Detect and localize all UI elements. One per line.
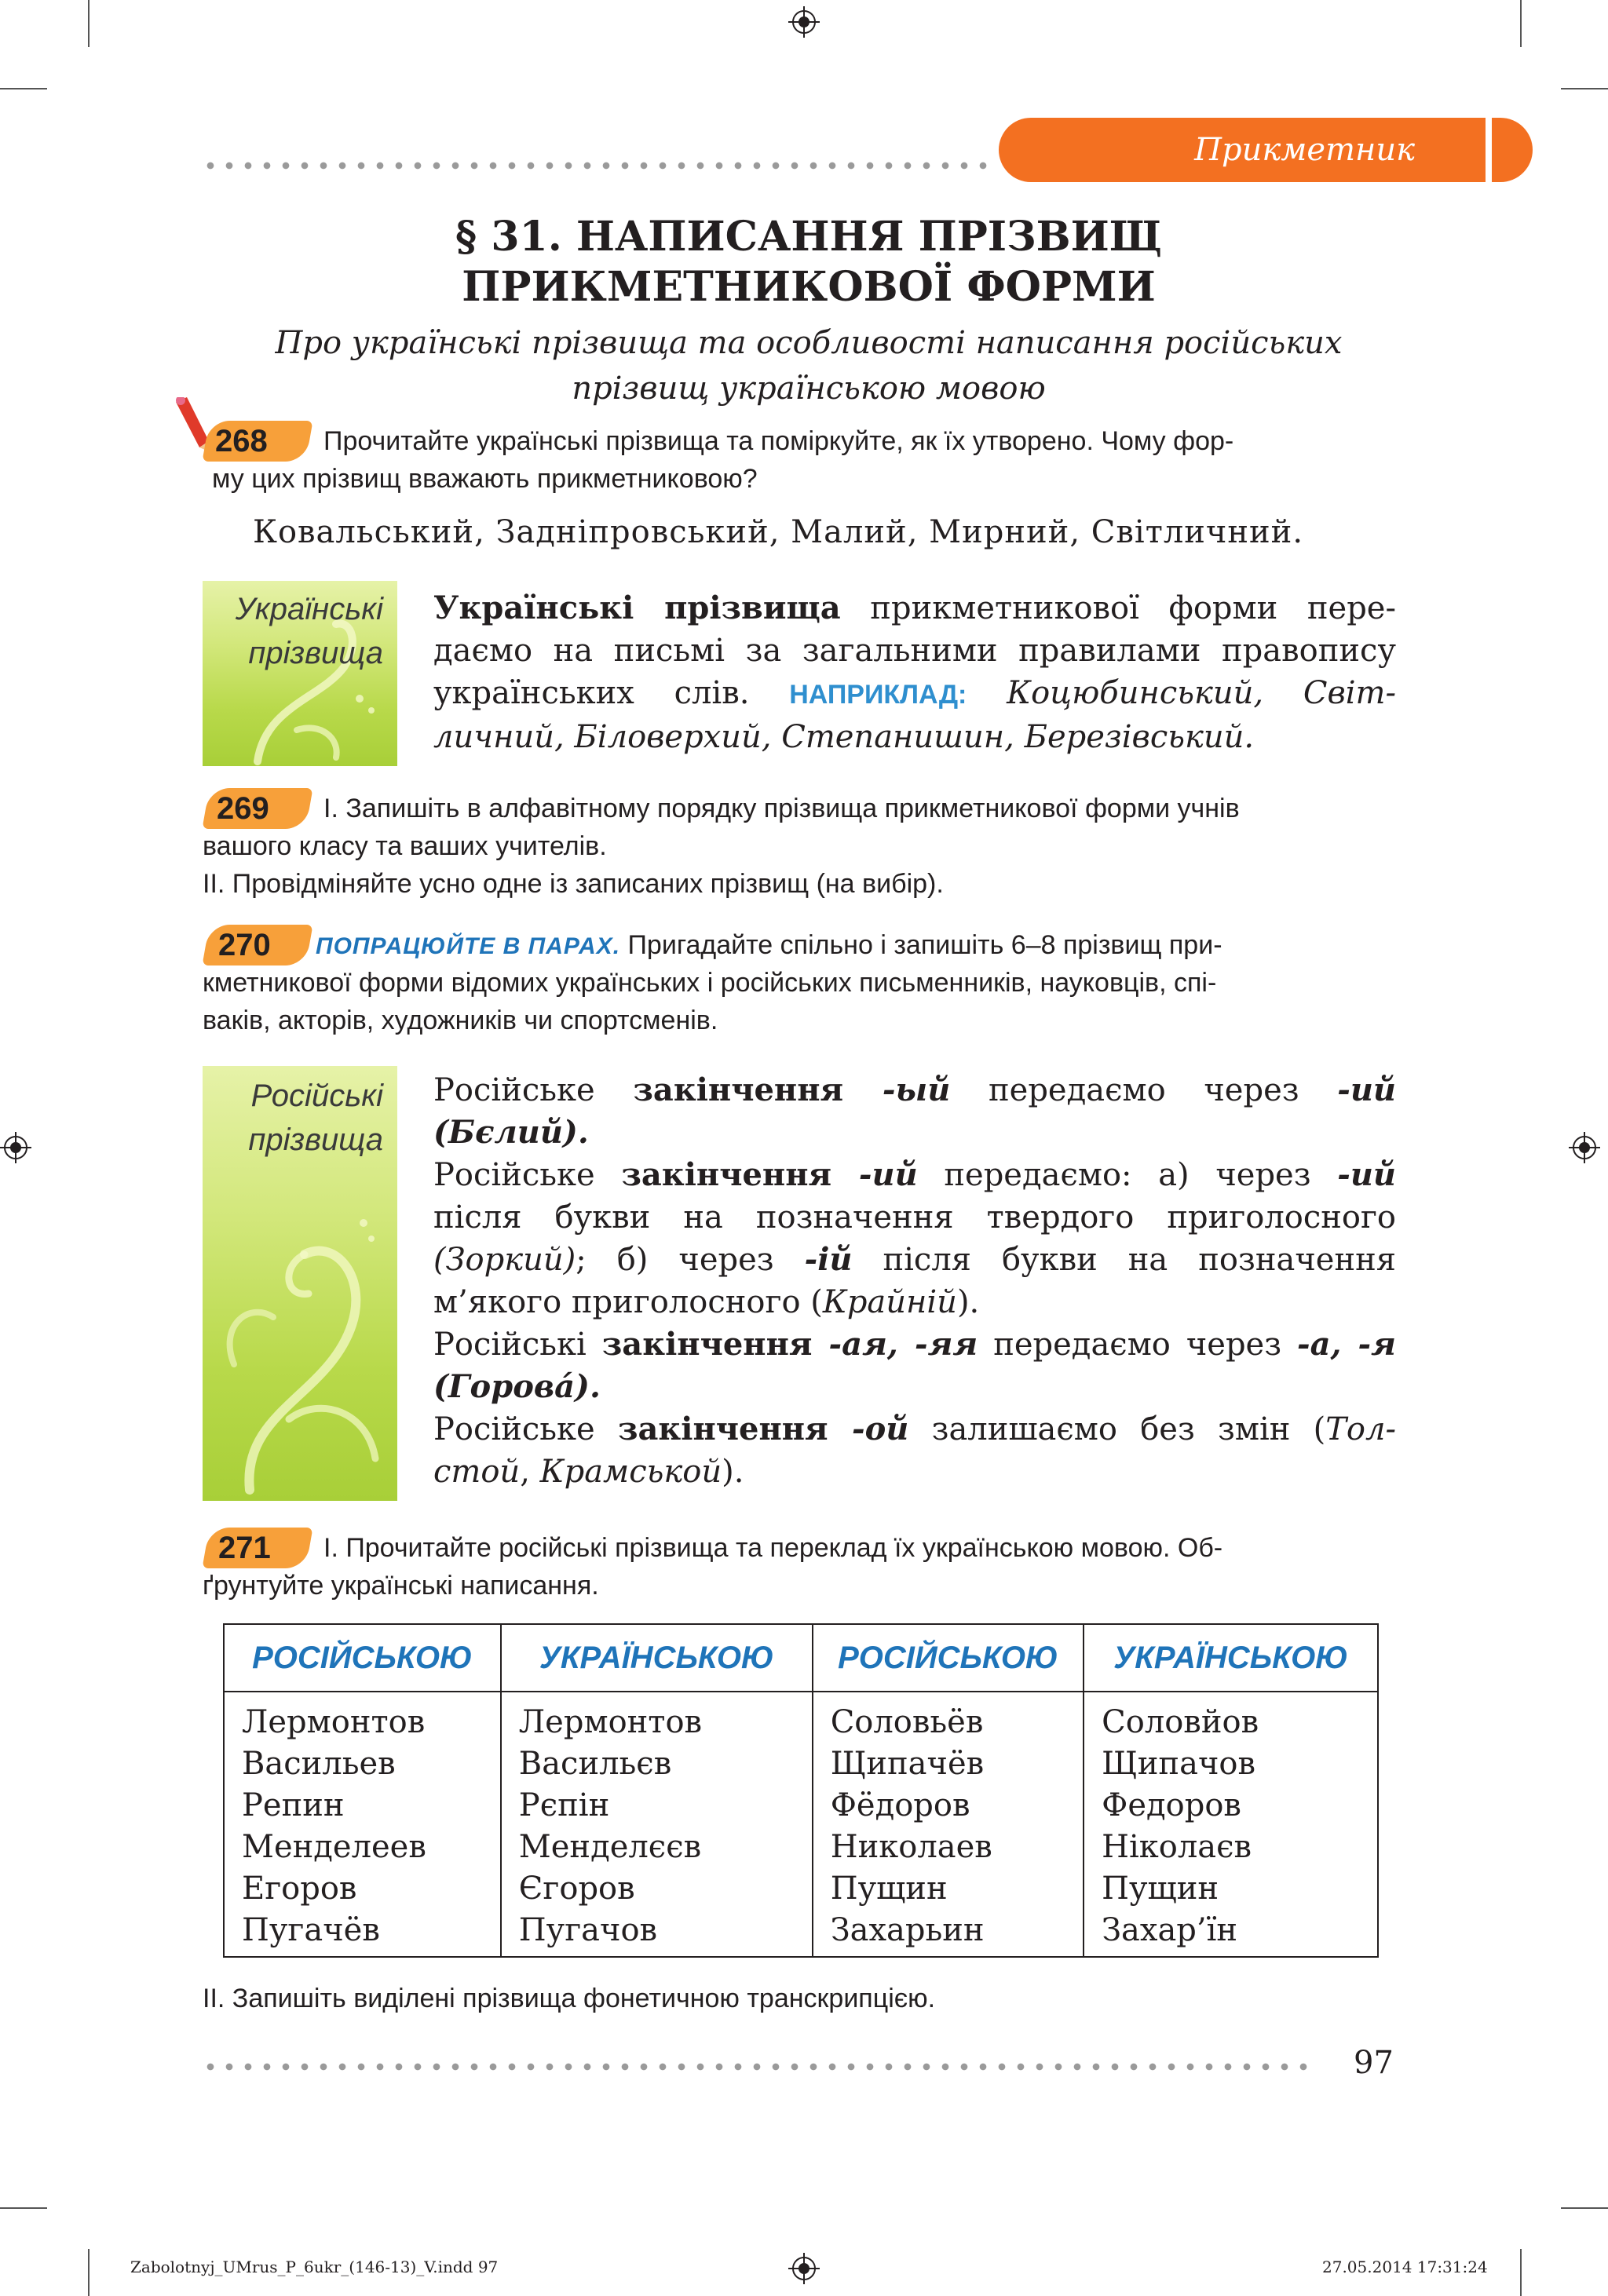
surname-uk: Захар’їн <box>1102 1912 1238 1948</box>
exercise-text-line: вашого класу та ваших учителів. <box>203 831 607 861</box>
rule-fragment: ; б) через <box>576 1242 805 1278</box>
surname-uk: Щипачов <box>1102 1746 1255 1782</box>
rule-fragment: передаємо через <box>978 1327 1297 1363</box>
rule-box-title-line: прізвища <box>248 636 383 670</box>
rule-term: закінчення <box>633 1071 844 1108</box>
crop-mark <box>88 2249 90 2296</box>
section-tab-end <box>1492 118 1533 182</box>
table-cell <box>501 1692 813 1957</box>
rule-term: Українські прізвища <box>433 590 841 626</box>
rule-ending: -ый <box>843 1071 951 1108</box>
rule-line <box>433 1111 1396 1154</box>
rule-line <box>433 1239 1396 1281</box>
exercise-text-line <box>316 926 1399 965</box>
page-number: 97 <box>1354 2045 1394 2081</box>
surname-uk: Єгоров <box>518 1871 635 1907</box>
rule-fragment: українських слів. <box>433 675 790 711</box>
rule-ending: -а, -я <box>1296 1326 1396 1363</box>
surname-ru: Пущин <box>830 1871 948 1907</box>
table-header: РОСІЙСЬКОЮ <box>813 1624 1084 1692</box>
page-subtitle <box>188 320 1429 411</box>
rule-example: Крамськой <box>539 1454 722 1490</box>
table-row <box>224 1692 1378 1957</box>
rule-box-title-line: прізвища <box>248 1122 383 1157</box>
rule-fragment: Російські <box>433 1327 602 1363</box>
surname-uk: Васильєв <box>518 1746 672 1782</box>
rule-box-title <box>203 587 383 675</box>
section-tab <box>999 118 1486 182</box>
rule-ending: -ий <box>831 1156 918 1193</box>
rule-box-title <box>203 1074 383 1162</box>
rule-box-title-line: Українські <box>235 592 383 626</box>
rule-line <box>433 672 1396 716</box>
exercise-text-line: кметникової форми відомих українських і російських письменників, науковців, спі- <box>203 968 1217 998</box>
exercise-268-text-cont <box>212 460 1398 498</box>
registration-mark-icon <box>788 2253 820 2284</box>
exercise-270-text-cont <box>203 964 1399 1039</box>
rule-fragment: , <box>520 1454 540 1490</box>
rule-ending: -ій <box>804 1241 853 1278</box>
rule-fragment: передаємо через <box>950 1072 1338 1108</box>
table-header: УКРАЇНСЬКОЮ <box>501 1624 813 1692</box>
table-cell <box>813 1692 1084 1957</box>
rule-text-ukrainian <box>433 587 1396 758</box>
exercise-269-text <box>323 790 1399 827</box>
surname-list: Ковальський, Задніпровський, Малий, Мирний, Світличний. <box>253 514 1304 550</box>
rule-fragment: ). <box>722 1454 744 1490</box>
surname-ru: Соловьёв <box>830 1704 984 1740</box>
exercise-text-line: ґрунтуйте українські написання. <box>203 1571 599 1601</box>
rule-example: Крайній <box>822 1284 957 1320</box>
rule-fragment: Російське <box>433 1072 634 1108</box>
surname-uk: Лермонтов <box>518 1704 703 1740</box>
surname-uk: Рєпін <box>518 1787 610 1823</box>
surname-uk: Федоров <box>1102 1787 1241 1823</box>
section-tab-label: Прикметник <box>1194 132 1415 168</box>
page-title <box>236 212 1382 312</box>
rule-line <box>433 1069 1396 1111</box>
exercise-number: 269 <box>217 791 269 826</box>
rule-line <box>433 1281 1396 1323</box>
exercise-text-line: І. Запишіть в алфавітному порядку прізвища прикметникової форми учнів <box>323 794 1240 823</box>
surname-uk: Менделєєв <box>518 1829 702 1865</box>
rule-fragment: ). <box>956 1284 980 1320</box>
surname-table <box>223 1623 1379 1958</box>
rule-example: (Бєлий). <box>433 1114 589 1151</box>
table-cell <box>1084 1692 1378 1957</box>
exercise-text-line: му цих прізвищ вважають прикметниковою? <box>212 464 758 494</box>
exercise-number: 268 <box>215 424 268 458</box>
rule-examples: Коцюбинський, Світ- <box>967 675 1396 711</box>
rule-fragment: залишаємо без змін ( <box>908 1411 1326 1447</box>
surname-uk: Пугачов <box>518 1912 658 1948</box>
surname-ru: Пугачёв <box>242 1912 380 1948</box>
surname-ru: Васильев <box>242 1746 396 1782</box>
crop-mark <box>1561 2207 1608 2209</box>
rule-line <box>433 1154 1396 1196</box>
rule-fragment: Російське <box>433 1157 622 1193</box>
surname-uk: Соловйов <box>1102 1704 1259 1740</box>
exercise-270-text <box>316 926 1399 965</box>
exercise-text-line: ваків, акторів, художників чи спортсменів. <box>203 1006 718 1035</box>
exercise-271-text-cont <box>203 1567 1399 1604</box>
page-subtitle-line: Про українські прізвища та особливості написання російських <box>275 325 1343 361</box>
crop-mark <box>88 0 90 47</box>
exercise-text-line: ІІ. Провідміняйте усно одне із записаних прізвищ (на вибір). <box>203 869 944 899</box>
rule-line <box>433 587 1396 630</box>
page-subtitle-line: прізвищ українською мовою <box>572 370 1046 407</box>
surname-ru: Захарьин <box>830 1912 985 1948</box>
rule-example: (Горовá). <box>433 1368 601 1405</box>
surname-uk: Ніколаєв <box>1102 1829 1252 1865</box>
rule-term: закінчення <box>621 1156 832 1193</box>
exercise-number: 271 <box>218 1531 271 1565</box>
table-header: УКРАЇНСЬКОЮ <box>1084 1624 1378 1692</box>
rule-line: даємо на письмі за загальними правилами правопису <box>433 633 1396 669</box>
surname-ru: Егоров <box>242 1871 357 1907</box>
rule-ending: -ий <box>1337 1156 1396 1193</box>
surname-uk: Пущин <box>1102 1871 1219 1907</box>
exercise-number: 270 <box>218 928 271 962</box>
surname-ru: Репин <box>242 1787 345 1823</box>
exercise-268-text <box>323 422 1399 460</box>
rule-text-russian <box>433 1069 1396 1493</box>
rule-box-ukrainian <box>203 581 397 766</box>
crop-mark <box>0 88 47 89</box>
example-label: НАПРИКЛАД: <box>789 680 967 710</box>
print-slug-file: Zabolotnyj_UMrus_P_6ukr_(146-13)_V.indd 97 <box>130 2258 499 2276</box>
page-title-line: ПРИКМЕТНИКОВОЇ ФОРМИ <box>462 263 1156 311</box>
rule-example: (Зоркий) <box>433 1242 576 1278</box>
surname-ru: Лермонтов <box>242 1704 426 1740</box>
exercise-271-text <box>323 1529 1399 1567</box>
rule-fragment: Російське <box>433 1411 618 1447</box>
registration-mark-icon <box>788 6 820 38</box>
rule-line <box>433 1366 1396 1408</box>
rule-fragment: після букви на позначення <box>852 1242 1396 1278</box>
crop-mark <box>1520 2249 1522 2296</box>
rule-fragment: м’якого приголосного ( <box>433 1284 823 1320</box>
rule-line <box>433 716 1396 758</box>
page-title-line: § 31. НАПИСАННЯ ПРІЗВИЩ <box>455 213 1162 261</box>
table-cell <box>224 1692 501 1957</box>
rule-term: закінчення <box>617 1411 828 1447</box>
registration-mark-icon <box>1569 1132 1600 1163</box>
rule-line <box>433 1323 1396 1366</box>
exercise-269-text-cont <box>203 827 1396 903</box>
surname-ru: Фёдоров <box>830 1787 970 1823</box>
rule-box-russian <box>203 1066 397 1501</box>
surname-ru: Николаев <box>830 1829 992 1865</box>
rule-term: закінчення <box>601 1326 813 1363</box>
print-slug-date: 27.05.2014 17:31:24 <box>1322 2258 1488 2276</box>
header-dotted-rule <box>201 162 994 170</box>
rule-line <box>433 1451 1396 1493</box>
rule-box-title-line: Російські <box>250 1079 383 1113</box>
footer-dotted-rule <box>201 2063 1316 2071</box>
crop-mark <box>1520 0 1522 47</box>
rule-fragment: прикметникової форми пере- <box>840 590 1396 626</box>
surname-ru: Щипачёв <box>830 1746 985 1782</box>
crop-mark <box>0 2207 47 2209</box>
pair-work-label: ПОПРАЦЮЙТЕ В ПАРАХ. <box>316 933 621 959</box>
exercise-text-line: Прочитайте українські прізвища та поміркуйте, як їх утворено. Чому фор- <box>323 426 1234 456</box>
rule-line: після букви на позначення твердого приголосного <box>433 1199 1396 1236</box>
rule-line <box>433 1408 1396 1451</box>
rule-example: стой <box>433 1454 521 1490</box>
exercise-fragment: Пригадайте спільно і запишіть 6–8 прізвищ при- <box>620 930 1222 960</box>
crop-mark <box>1561 88 1608 89</box>
rule-example: Тол- <box>1325 1411 1396 1447</box>
table-header-row <box>224 1624 1378 1692</box>
exercise-271-task2: ІІ. Запишіть виділені прізвища фонетичною транскрипцією. <box>203 1984 936 2013</box>
rule-examples: личний, Біловерхий, Степанишин, Березівський. <box>433 719 1255 755</box>
rule-ending: -ой <box>828 1411 909 1447</box>
rule-fragment: передаємо: а) через <box>917 1157 1338 1193</box>
exercise-text-line: І. Прочитайте російські прізвища та переклад їх українською мовою. Об- <box>323 1533 1223 1563</box>
table-header: РОСІЙСЬКОЮ <box>224 1624 501 1692</box>
rule-ending: -ая, -яя <box>812 1326 978 1363</box>
surname-ru: Менделеев <box>242 1829 426 1865</box>
registration-mark-icon <box>0 1132 31 1163</box>
rule-ending: -ий <box>1337 1071 1397 1108</box>
